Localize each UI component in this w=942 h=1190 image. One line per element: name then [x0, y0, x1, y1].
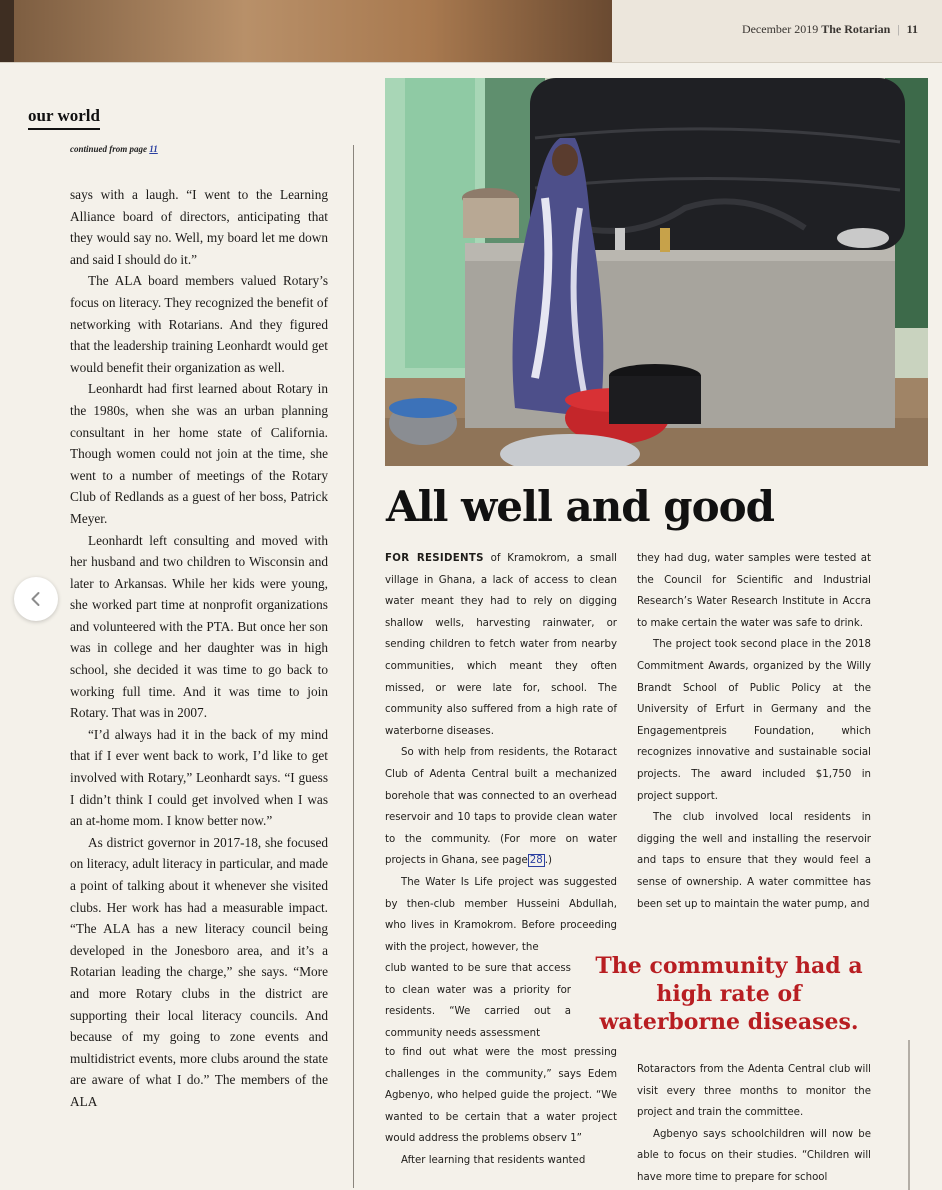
article-column-2 — [637, 548, 871, 915]
folio-separator: | — [897, 22, 900, 36]
magazine-title: The Rotarian — [821, 22, 891, 36]
article-lead-paragraph — [385, 548, 617, 742]
article-headline: All well and good — [386, 482, 775, 531]
continued-prefix: continued from page — [70, 144, 148, 154]
column-divider — [353, 145, 354, 1188]
article-paragraph: The club involved local residents in digging the well and installing the reservoir and taps to ensure that they would feel a sense of ownership. A water committee has been set up to maintain the water pump, and — [637, 812, 871, 910]
pull-quote: The community had a high rate of waterborne diseases. — [595, 953, 863, 1035]
article-column-1-wrap — [385, 958, 571, 1044]
article-paragraph: Agbenyo says schoolchildren will now be able to focus on their studies. “Children will have more time to prepare for school — [637, 1128, 871, 1183]
article-paragraph: they had dug, water samples were tested at the Council for Scientific and Industrial Research’s Water Research Institute in Accra to make certain the water was safe to drink. — [637, 553, 871, 629]
folio — [742, 22, 918, 37]
left-paragraph: “I’d always had it in the back of my mind that if I ever went back to work, I’d like to get involved with Rotary,” Leonhardt says. “I guess I didn’t think I could get involved when I was an at-home mom. I know better now.” — [70, 726, 328, 829]
article-photo — [385, 78, 928, 466]
left-paragraph: Leonhardt had first learned about Rotary in the 1980s, when she was an urban planning consultant in her home state of California. Though women could not join at the time, she went to a number of meetings of the Rotary Club of Redlands as a guest of her boss, Patrick Meyer. — [70, 381, 328, 526]
article-paragraph — [385, 742, 617, 872]
continued-page-link[interactable]: 11 — [149, 144, 158, 154]
page-header — [0, 0, 942, 63]
article-paragraph: Rotaractors from the Adenta Central club will visit every three months to monitor the project and train the committee. — [637, 1064, 871, 1119]
water-tank-photo — [385, 78, 928, 466]
article-paragraph: The Water Is Life project was suggested by then-club member Husseini Abdullah, who lives in Kramokrom. Before proceeding with the project, however, the — [385, 876, 617, 953]
left-paragraph: As district governor in 2017-18, she focused on literacy, adult literacy in particular, and made a point of talking about it whenever she visited clubs. Her work has had a measurable impact. “The ALA has a new literacy council being developed in the Jonesboro area, and it’s a Rotarian leading the charge,” she says. “More and more Rotary clubs in the district are supporting their local literacy councils. And because of my going to zone events and multidistrict events, more clubs around the state are aware of what I do.” The members of the ALA — [70, 834, 328, 1109]
left-paragraph: Leonhardt left consulting and moved with her husband and two children to Wisconsin and later to Arkansas. While her kids were young, she worked part time at nonprofit organizations and volunteered with the PTA. But once her son was in college and her daughter was in high school, she decided it was time to go back to working full time. And it was time to join Rotary. That was in 2007. — [70, 532, 328, 721]
left-paragraph: The ALA board members valued Rotary’s focus on literacy. They recognized the benefit of networking with Rotarians. And they figured that the leadership training Leonhardt would get would benefit their organization as well. — [70, 273, 328, 375]
article-column-2-bottom — [637, 1059, 871, 1189]
page-number: 11 — [906, 22, 918, 36]
article-paragraph: After learning that residents wanted — [401, 1154, 586, 1166]
article-column-1-bottom — [385, 1042, 617, 1172]
header-edge-strip — [0, 0, 14, 62]
issue-date: December 2019 — [741, 22, 819, 36]
left-column — [70, 184, 328, 1113]
left-paragraph: says with a laugh. “I went to the Learning Alliance board of directors, anticipating that they would say no. Well, my board let me down and said I should do it.” — [70, 187, 328, 267]
article-column-1 — [385, 548, 617, 958]
page-reference-link[interactable]: 28 — [529, 855, 543, 867]
article-paragraph-continued: to find out what were the most pressing challenges in the community,” says Edem Agbenyo, who helped guide the project. “We wanted to be certain that a water project would address the problems observ 1” — [385, 1047, 617, 1145]
lead-in: FOR RESIDENTS — [385, 553, 484, 564]
photo-credit-strip — [905, 1040, 915, 1190]
continued-from — [70, 144, 158, 154]
lead-text: of Kramokrom, a small village in Ghana, a lack of access to clean water meant they had to rely on digging shallow wells, harvesting rainwater, or sending children to fetch water from nearby communities, which meant they often missed, or were late for, school. The community also suffered from a high rate of waterborne diseases. — [385, 553, 617, 737]
paragraph-text: .) — [544, 855, 552, 867]
paragraph-text: So with help from residents, the Rotaract Club of Adenta Central built a mechanized borehole that was connected to an overhead reservoir and 10 taps to provide clean water to the community. (For more on water projects in Ghana, see page — [385, 747, 617, 867]
chevron-left-icon — [27, 590, 45, 608]
article-paragraph-continued: club wanted to be sure that access to clean water was a priority for residents. “We carried out a community needs assessment — [385, 963, 571, 1039]
header-photo-strip — [0, 0, 612, 62]
carousel-prev-button[interactable] — [14, 577, 58, 621]
article-paragraph: The project took second place in the 2018 Commitment Awards, organized by the Willy Brandt School of Public Policy at the University of Erfurt in Germany and the Engagementpreis Foundation, which recognizes innovative and sustainable social projects. The award included $1,750 in project support. — [637, 639, 871, 802]
section-label: our world — [28, 106, 100, 130]
